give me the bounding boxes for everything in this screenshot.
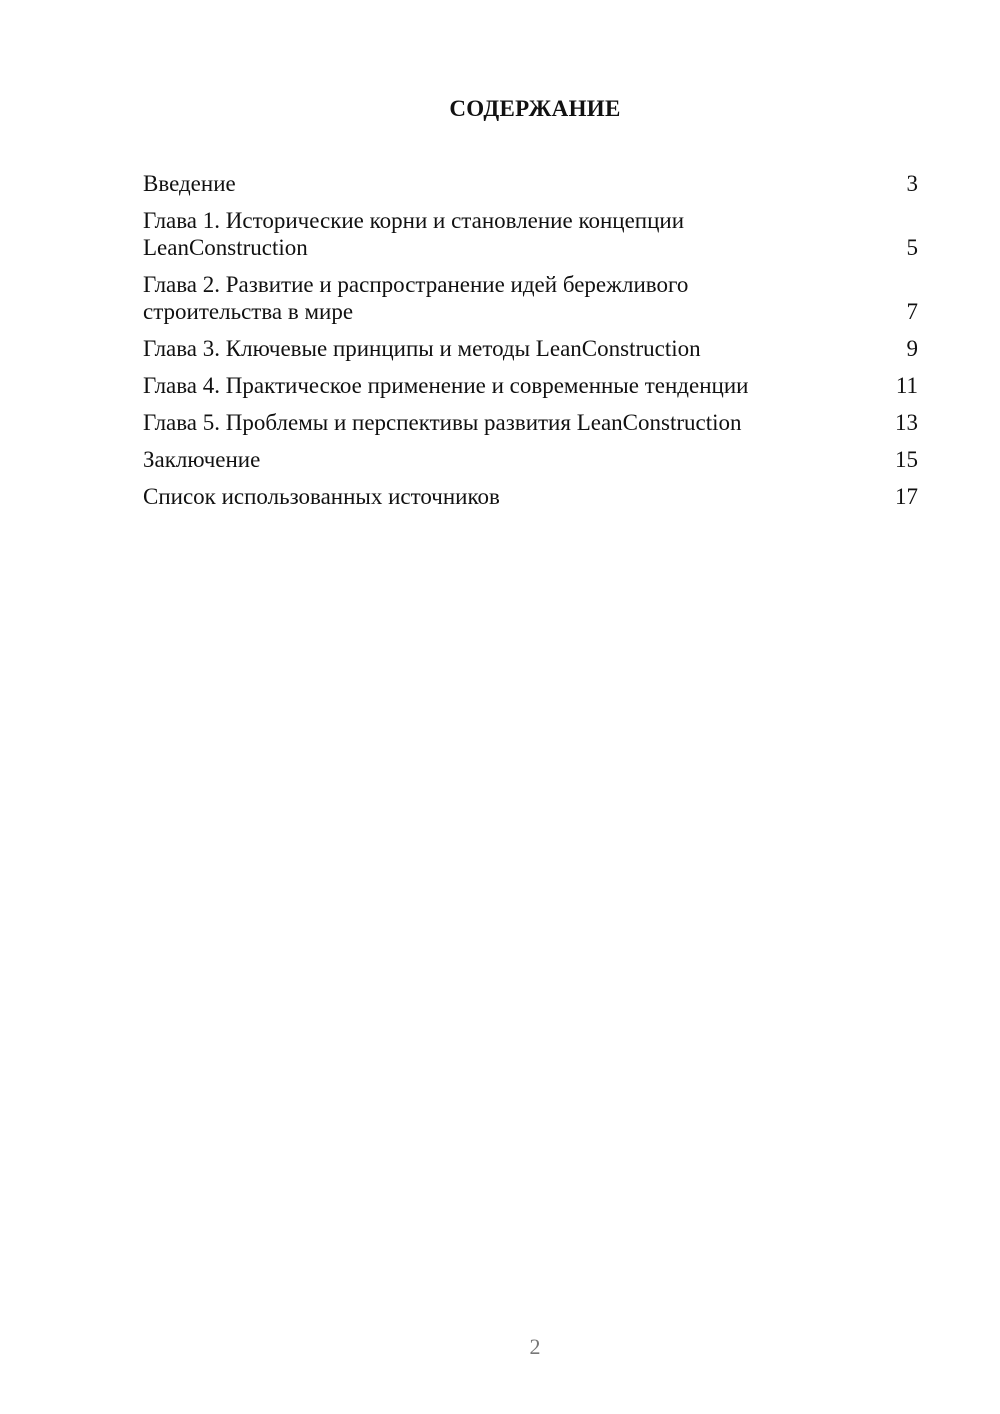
toc-entry-page-number: 11 [895,373,918,398]
toc-entry-chapter-3 [143,335,918,362]
toc-entry-label: Глава 1. Исторические корни и становление концепции LeanConstruction [143,208,685,260]
toc-entry-label: Глава 2. Развитие и распространение идей бережливого строительства в мире [143,272,689,324]
toc-entry-page-number: 3 [906,171,918,196]
toc-entry-label: Введение [143,171,236,196]
toc-entry-chapter-2 [143,271,918,325]
toc-entry-references [143,483,918,510]
toc-entry-page-number: 17 [895,484,918,509]
toc-entry-introduction [143,170,918,197]
toc-entry-chapter-4 [143,372,918,399]
toc-entry-label: Глава 3. Ключевые принципы и методы LeanConstruction [143,336,701,361]
toc-entry-page-number: 7 [906,299,918,324]
toc-entry-page-number: 9 [906,336,918,361]
toc-entry-label: Глава 5. Проблемы и перспективы развития LeanConstruction [143,410,742,435]
toc-entry-chapter-1 [143,207,918,261]
toc-entry-page-number: 5 [906,235,918,260]
toc-entry-label: Список использованных источников [143,484,500,509]
table-of-contents [143,170,918,520]
toc-entry-conclusion [143,446,918,473]
toc-entry-label: Глава 4. Практическое применение и современные тенденции [143,373,749,398]
toc-entry-chapter-5 [143,409,918,436]
toc-entry-label: Заключение [143,447,261,472]
toc-entry-page-number: 15 [895,447,918,472]
page-title: СОДЕРЖАНИЕ [449,96,621,121]
toc-entry-page-number: 13 [895,410,918,435]
page-number: 2 [529,1334,541,1359]
